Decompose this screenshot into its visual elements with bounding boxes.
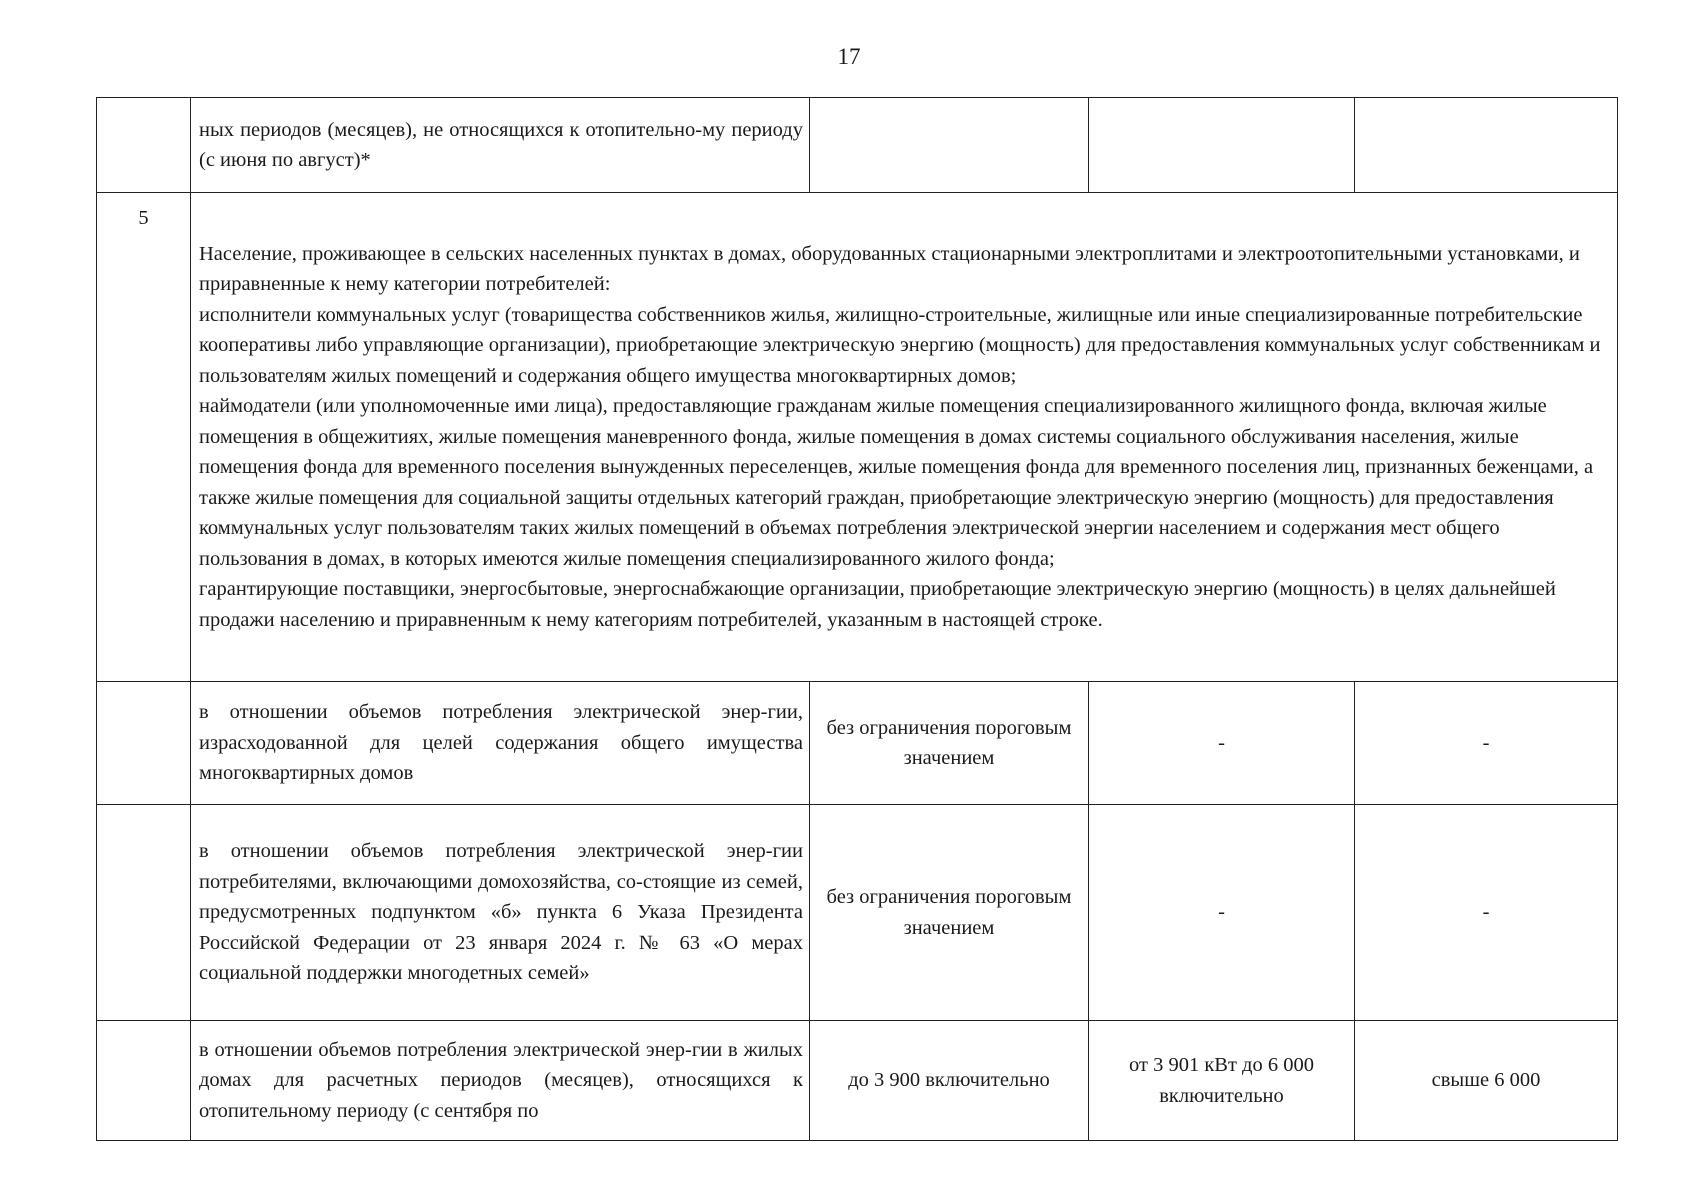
category-paragraph: гарантирующие поставщики, энергосбытовые, энергоснабжающие организации, приобретающие электрическую энергию (мощность) в целях дальнейшей продажи населению и приравненным к нему категориям потребителей, указанным в настоящей строке. — [199, 578, 1556, 631]
threshold-cell-1: до 3 900 включительно — [810, 1021, 1089, 1141]
threshold-cell-1: без ограничения пороговым значением — [810, 682, 1089, 805]
row-description-cell — [191, 1021, 810, 1141]
threshold-cell-2: от 3 901 кВт до 6 000 включительно — [1089, 1021, 1355, 1141]
threshold-cell-3: свыше 6 000 — [1355, 1021, 1618, 1141]
category-paragraph: исполнители коммунальных услуг (товарищества собственников жилья, жилищно-строительные, жилищные или иные специализированные потребительские кооперативы либо управляющие организации), приобретающие электрическую энергию (мощность) для предоставления коммунальных услуг собственникам и пользователям жилых помещений и содержания общего имущества многоквартирных домов; — [199, 303, 1601, 387]
threshold-cell-3: - — [1355, 682, 1618, 805]
threshold-cell-2: - — [1089, 682, 1355, 805]
row-description-cell — [191, 682, 810, 805]
threshold-cell-1: без ограничения пороговым значением — [810, 805, 1089, 1021]
threshold-cell-2 — [1089, 98, 1355, 193]
row-number-cell — [97, 682, 191, 805]
category-paragraph: наймодатели (или уполномоченные ими лица), предоставляющие гражданам жилые помещения специализированного жилищного фонда, включая жилые помещения в общежитиях, жилые помещения маневренного фонда, жилые помещения в домах системы социального обслуживания населения, жилые помещения фонда для временного поселения вынужденных переселенцев, жилые помещения фонда для временного поселения лиц, признанных беженцами, а также жилые помещения для социальной защиты отдельных категорий граждан, приобретающие электрическую энергию (мощность) для предоставления коммунальных услуг пользователям таких жилых помещений в объемах потребления электрической энергии населением и содержания мест общего пользования в домах, в которых имеются жилые помещения специализированного жилого фонда; — [199, 395, 1594, 570]
threshold-cell-1 — [810, 98, 1089, 193]
page-number: 17 — [837, 44, 861, 69]
row-number-cell — [97, 98, 191, 193]
row-number-cell — [97, 1021, 191, 1141]
row-description: в отношении объемов потребления электрической энер-гии в жилых домах для расчетных периодов (месяцев), относящихся к отопительному периоду (с сентября по — [199, 1038, 803, 1122]
row-description: в отношении объемов потребления электрической энер-гии потребителями, включающими домохозяйства, со-стоящие из семей, предусмотренных подпунктом «б» пункта 6 Указа Президента Российской Федерации от 23 января 2024 г. № 63 «О мерах социальной поддержки многодетных семей» — [199, 840, 803, 985]
category-description-cell — [191, 193, 1618, 682]
row-description: ных периодов (месяцев), не относящихся к отопительно-му периоду (с июня по август)* — [199, 118, 803, 171]
row-description: в отношении объемов потребления электрической энер-гии, израсходованной для целей содержания общего имущества многоквартирных домов — [199, 701, 803, 785]
row-description-cell — [191, 98, 810, 193]
table-row — [97, 1021, 1618, 1141]
row-number-cell: 5 — [97, 193, 191, 682]
threshold-cell-3 — [1355, 98, 1618, 193]
row-number-cell — [97, 805, 191, 1021]
threshold-cell-3: - — [1355, 805, 1618, 1021]
table-row — [97, 682, 1618, 805]
table-row — [97, 98, 1618, 193]
category-paragraph: Население, проживающее в сельских населенных пунктах в домах, оборудованных стационарными электроплитами и электроотопительными установками, и приравненные к нему категории потребителей: — [199, 242, 1580, 296]
row-description-cell — [191, 805, 810, 1021]
tariff-table — [96, 97, 1618, 1141]
table-row — [97, 805, 1618, 1021]
table-row — [97, 193, 1618, 682]
threshold-cell-2: - — [1089, 805, 1355, 1021]
